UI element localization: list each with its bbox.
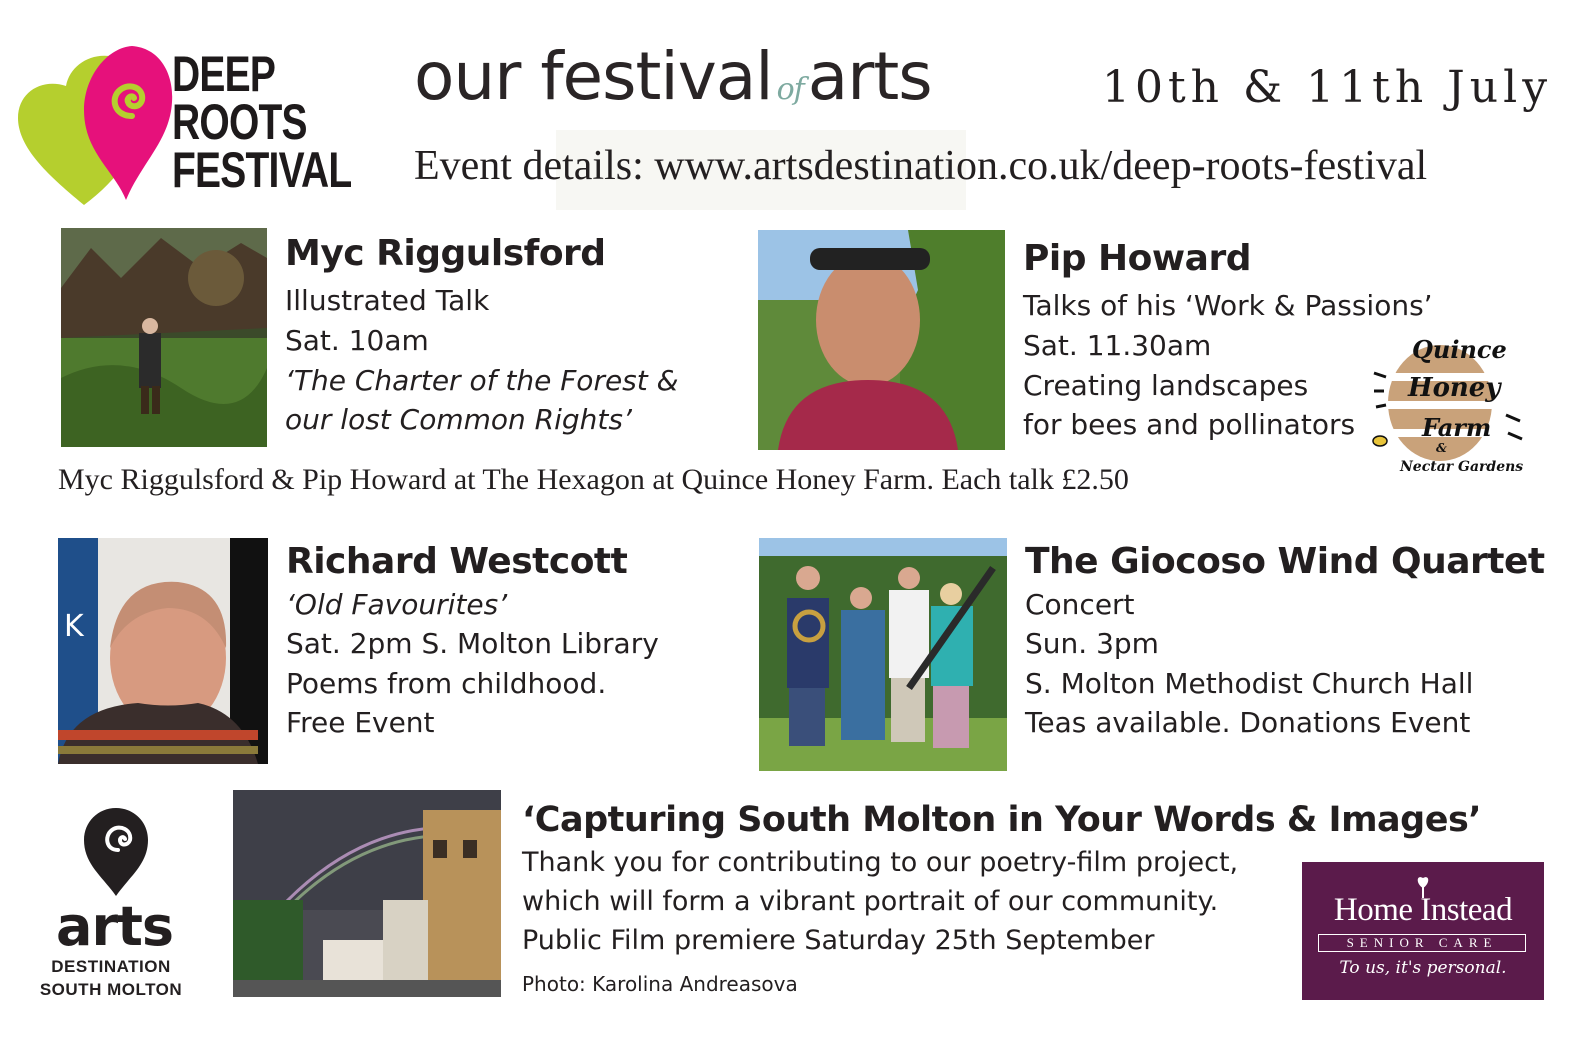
event-giocoso-info: Teas available. Donations Event bbox=[1025, 706, 1471, 739]
event-richard-time: Sat. 2pm S. Molton Library bbox=[286, 627, 659, 660]
svg-text:K: K bbox=[64, 609, 84, 644]
photo-myc-riggulsford bbox=[61, 228, 267, 447]
nectar-gardens-word: Nectar Gardens bbox=[1400, 459, 1524, 475]
event-giocoso-type: Concert bbox=[1025, 588, 1135, 621]
event-richard-price: Free Event bbox=[286, 706, 435, 739]
festival-title bbox=[414, 38, 932, 115]
home-instead-logo bbox=[1302, 862, 1544, 1000]
tulip-icon bbox=[1302, 862, 1544, 1000]
festival-dates: 10th & 11th July bbox=[1102, 62, 1553, 113]
capturing-title: ‘Capturing South Molton in Your Words & Images’ bbox=[522, 800, 1482, 840]
event-name-richard: Richard Westcott bbox=[286, 541, 628, 582]
capturing-line-3: Public Film premiere Saturday 25th September bbox=[522, 925, 1155, 956]
event-name-pip: Pip Howard bbox=[1023, 238, 1251, 279]
quince-honey-farm-logo bbox=[1360, 333, 1530, 483]
event-pip-desc-2: for bees and pollinators bbox=[1023, 408, 1356, 441]
arts-south-molton-text: SOUTH MOLTON bbox=[39, 980, 183, 999]
home-instead-name: Home Instead bbox=[1333, 892, 1513, 928]
event-name-giocoso: The Giocoso Wind Quartet bbox=[1025, 541, 1545, 582]
arts-word: arts bbox=[56, 895, 174, 958]
deep-roots-heart-pin-logo bbox=[14, 40, 174, 205]
event-myc-title-2: our lost Common Rights’ bbox=[285, 403, 632, 436]
photo-south-molton-street bbox=[233, 790, 501, 997]
title-arts: arts bbox=[807, 38, 932, 115]
event-pip-desc-1: Creating landscapes bbox=[1023, 369, 1309, 402]
arts-pin-icon bbox=[22, 800, 200, 910]
event-myc-type: Illustrated Talk bbox=[285, 284, 490, 317]
event-myc-title-1: ‘The Charter of the Forest & bbox=[285, 364, 679, 397]
capturing-line-2: which will form a vibrant portrait of our community. bbox=[522, 886, 1219, 917]
event-pip-time: Sat. 11.30am bbox=[1023, 329, 1212, 362]
quince-word: Quince bbox=[1412, 335, 1507, 364]
event-richard-desc: Poems from childhood. bbox=[286, 667, 607, 700]
photo-richard-westcott bbox=[58, 538, 268, 764]
logo-text-roots: ROOTS bbox=[172, 94, 307, 150]
event-myc-time: Sat. 10am bbox=[285, 324, 429, 357]
photo-credit: Photo: Karolina Andreasova bbox=[522, 972, 798, 996]
farm-word: Farm bbox=[1422, 413, 1492, 442]
honey-word: Honey bbox=[1408, 373, 1501, 403]
event-details-link[interactable]: Event details: www.artsdestination.co.uk/deep-roots-festival bbox=[414, 143, 1428, 189]
home-instead-senior-care: SENIOR CARE bbox=[1318, 934, 1526, 952]
title-of: of bbox=[776, 72, 804, 107]
photo-giocoso-quartet bbox=[759, 538, 1007, 771]
event-giocoso-venue: S. Molton Methodist Church Hall bbox=[1025, 667, 1474, 700]
hexagon-notice: Myc Riggulsford & Pip Howard at The Hexagon at Quince Honey Farm. Each talk £2.50 bbox=[58, 463, 1129, 496]
event-richard-title: ‘Old Favourites’ bbox=[286, 588, 508, 621]
event-pip-type: Talks of his ‘Work & Passions’ bbox=[1023, 289, 1433, 322]
event-giocoso-time: Sun. 3pm bbox=[1025, 627, 1159, 660]
home-instead-tagline: To us, it's personal. bbox=[1339, 958, 1507, 978]
logo-text-deep: DEEP bbox=[172, 46, 276, 102]
event-name-myc: Myc Riggulsford bbox=[285, 233, 606, 274]
photo-pip-howard bbox=[758, 230, 1005, 450]
ampersand: & bbox=[1436, 441, 1447, 455]
title-our-festival: our festival bbox=[414, 38, 773, 115]
capturing-line-1: Thank you for contributing to our poetry-film project, bbox=[522, 847, 1239, 878]
arts-destination-text: DESTINATION bbox=[51, 957, 171, 976]
logo-text-festival: FESTIVAL bbox=[172, 142, 352, 198]
